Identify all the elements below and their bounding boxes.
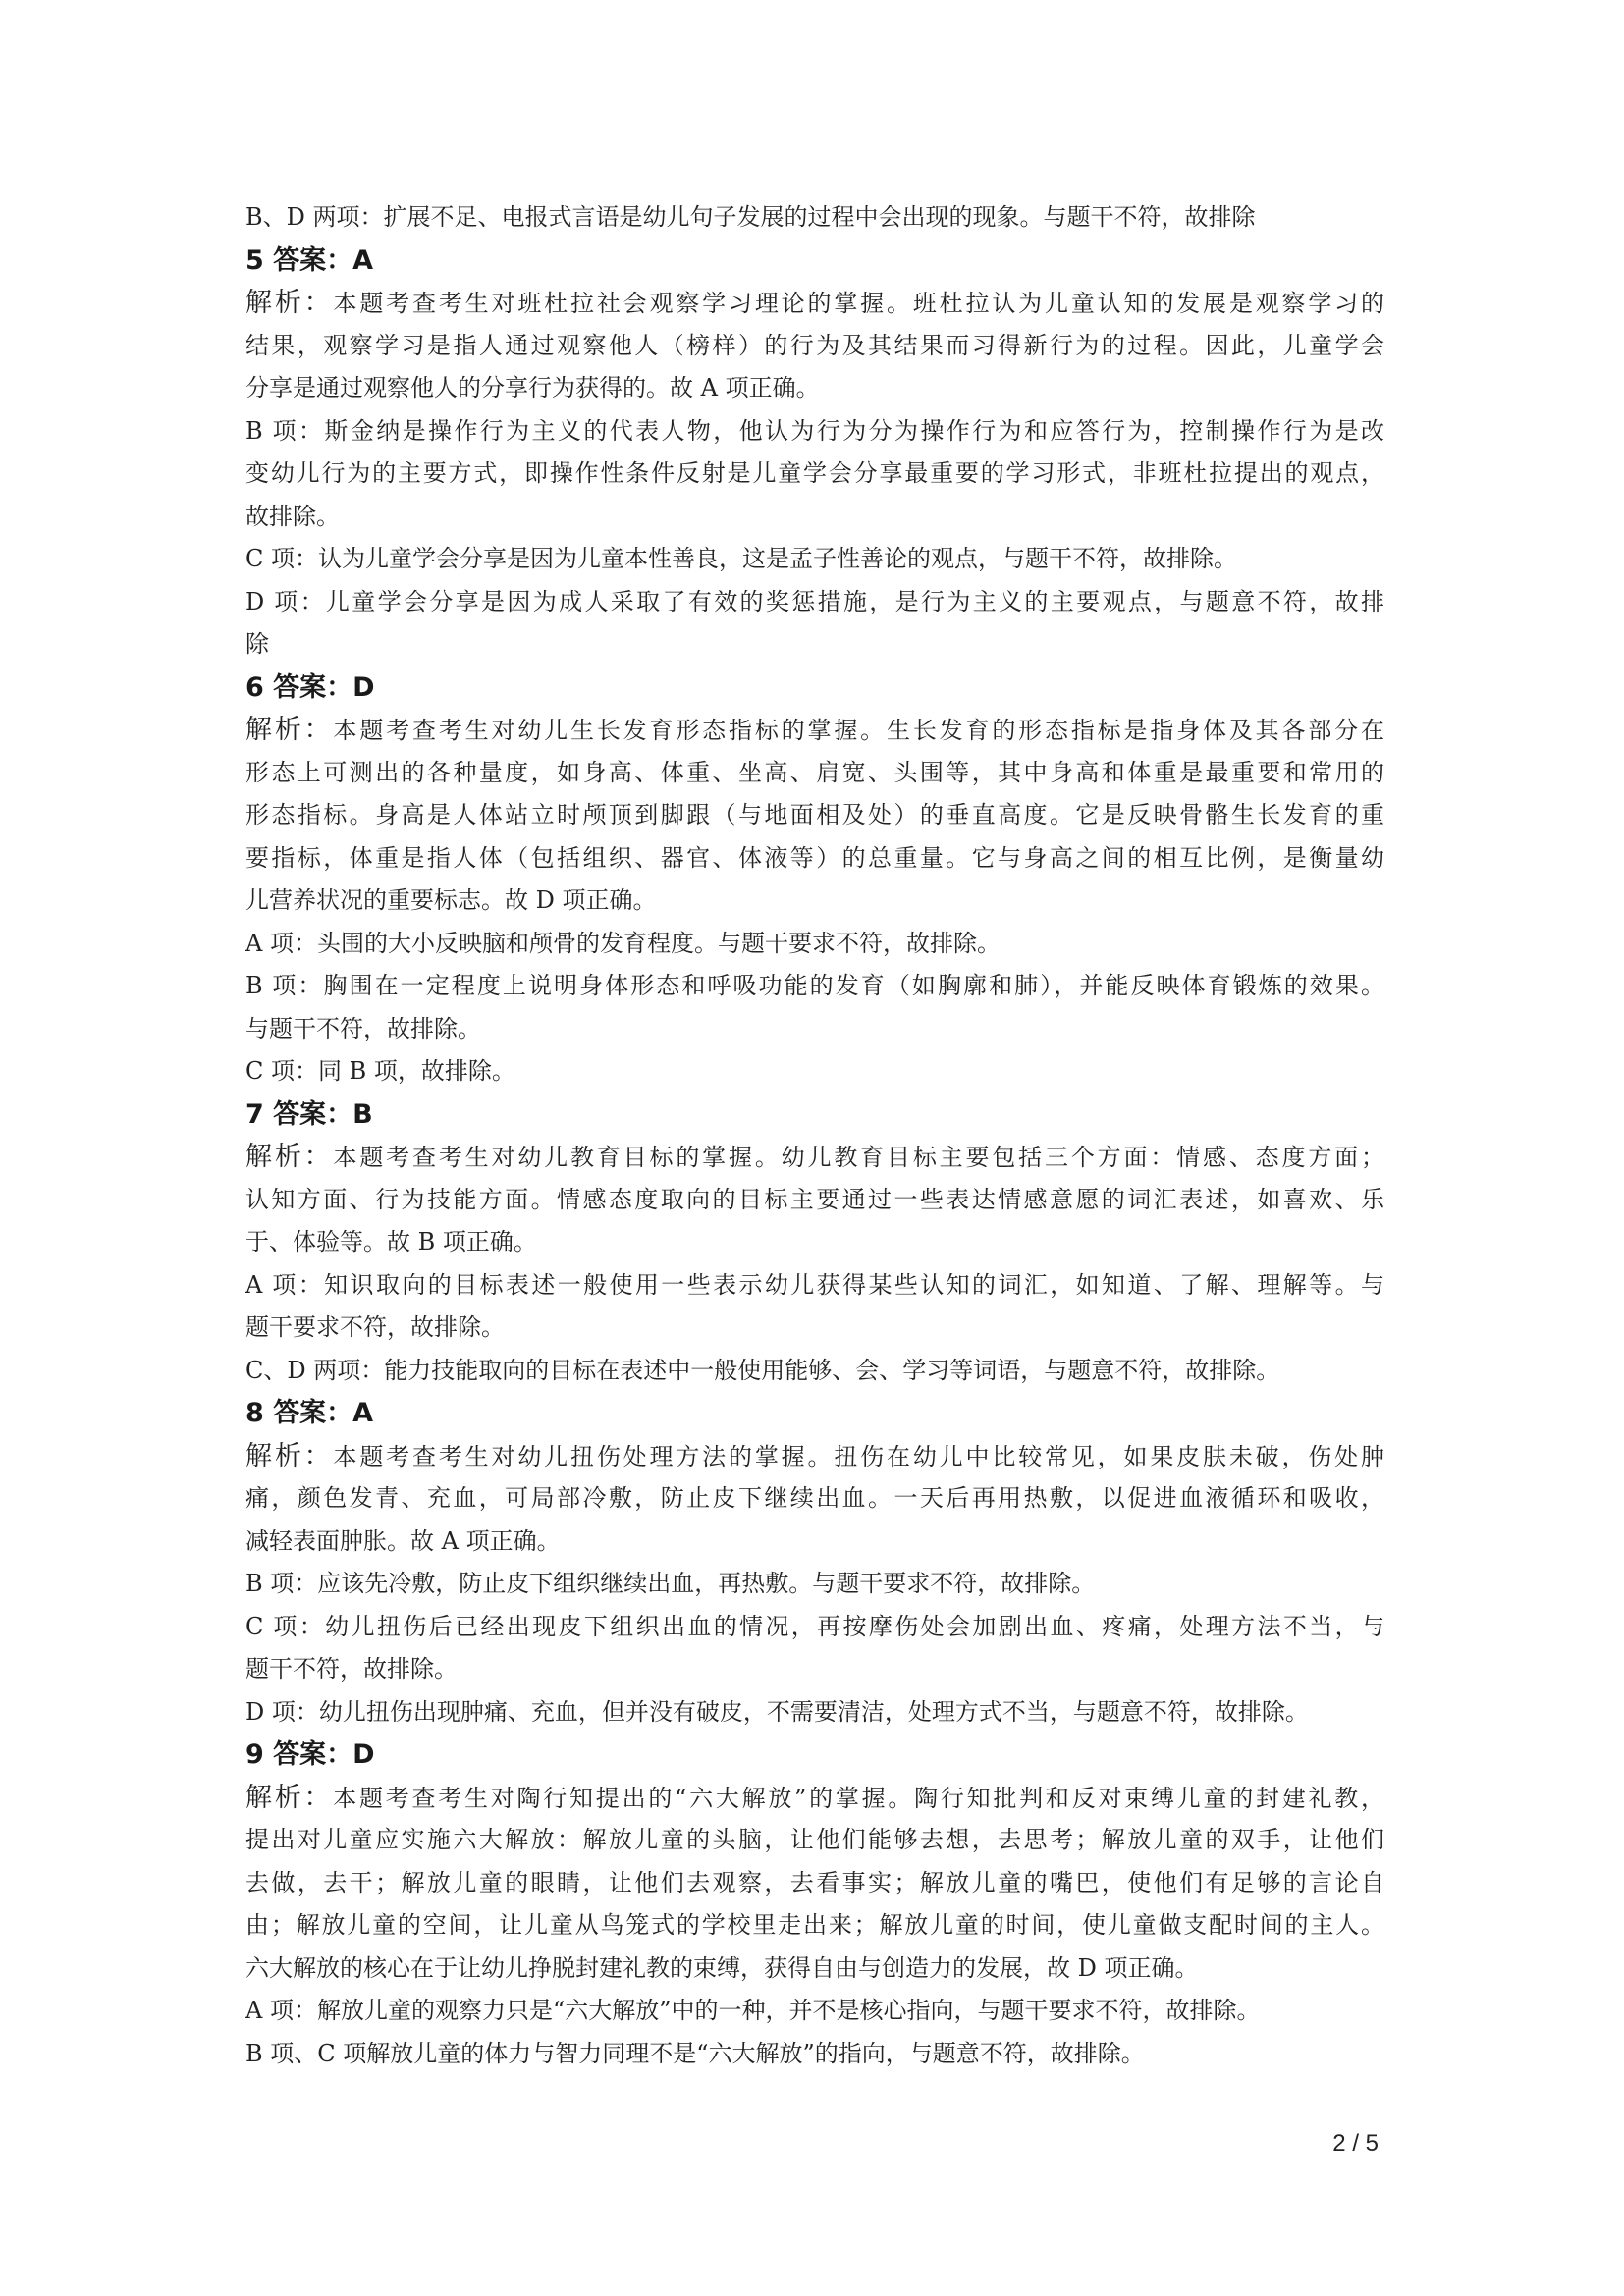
line-text: 分享是通过观察他人的分享行为获得的。故 A 项正确。 bbox=[245, 374, 820, 401]
text-line bbox=[245, 1350, 1384, 1393]
text-line bbox=[245, 1777, 1384, 1820]
text-line bbox=[245, 1136, 1384, 1179]
text-line bbox=[245, 794, 1384, 837]
text-line bbox=[245, 1008, 1384, 1051]
line-text: 痛，颜色发青、充血，可局部冷敷，防止皮下继续出血。一天后再用热敷，以促进血液循环和吸收， bbox=[245, 1484, 1384, 1512]
text-line bbox=[245, 1904, 1384, 1948]
line-text: A 项：头围的大小反映脑和颅骨的发育程度。与题干要求不符，故排除。 bbox=[245, 929, 1001, 957]
page-number: 2 / 5 bbox=[1332, 2130, 1379, 2157]
text-line bbox=[245, 196, 1384, 240]
text-line bbox=[245, 1477, 1384, 1521]
line-text: 与题干不符，故排除。 bbox=[245, 1014, 481, 1042]
line-text: 题干不符，故排除。 bbox=[245, 1655, 458, 1682]
text-line bbox=[245, 709, 1384, 752]
text-line bbox=[245, 282, 1384, 325]
line-text: C 项：同 B 项，故排除。 bbox=[245, 1057, 515, 1085]
answer-heading: 9 答案：D bbox=[245, 1739, 375, 1770]
text-line bbox=[245, 965, 1384, 1008]
line-text: 要指标，体重是指人体（包括组织、器官、体液等）的总重量。它与身高之间的相互比例，是衡量幼 bbox=[245, 843, 1384, 872]
line-text: 儿营养状况的重要标志。故 D 项正确。 bbox=[245, 886, 657, 914]
line-text: A 项：解放儿童的观察力只是“六大解放”中的一种，并不是核心指向，与题干要求不符，故排除。 bbox=[245, 1997, 1261, 2024]
text-line bbox=[245, 367, 1384, 410]
text-line bbox=[245, 1862, 1384, 1905]
line-text: B 项：应该先冷敷，防止皮下组织继续出血，再热敷。与题干要求不符，故排除。 bbox=[245, 1570, 1096, 1597]
line-text: C、D 两项：能力技能取向的目标在表述中一般使用能够、会、学习等词语，与题意不符，故排除。 bbox=[245, 1356, 1280, 1384]
text-line bbox=[245, 1648, 1384, 1691]
analysis-label: 解析： bbox=[245, 1782, 334, 1813]
line-text: 除 bbox=[245, 630, 269, 658]
line-text: B 项：胸围在一定程度上说明身体形态和呼吸功能的发育（如胸廓和肺），并能反映体育锻炼的效果。 bbox=[245, 972, 1384, 999]
document-body bbox=[245, 196, 1384, 2075]
text-line bbox=[245, 623, 1384, 667]
text-line bbox=[245, 1948, 1384, 1991]
text-line bbox=[245, 1990, 1384, 2033]
text-line bbox=[245, 410, 1384, 454]
line-text: 本题考查考生对幼儿生长发育形态指标的掌握。生长发育的形态指标是指身体及其各部分在 bbox=[333, 717, 1384, 744]
line-text: 提出对儿童应实施六大解放：解放儿童的头脑，让他们能够去想，去思考；解放儿童的双手，让他们 bbox=[245, 1826, 1384, 1853]
analysis-label: 解析： bbox=[245, 715, 334, 745]
line-text: 去做，去干；解放儿童的眼睛，让他们去观察，去看事实；解放儿童的嘴巴，使他们有足够的言论自 bbox=[245, 1868, 1384, 1896]
answer-heading: 6 答案：D bbox=[245, 671, 375, 703]
line-text: 本题考查考生对班杜拉社会观察学习理论的掌握。班杜拉认为儿童认知的发展是观察学习的 bbox=[333, 290, 1384, 317]
line-text: B 项：斯金纳是操作行为主义的代表人物，他认为行为分为操作行为和应答行为，控制操作行为是改 bbox=[245, 416, 1384, 445]
text-line bbox=[245, 880, 1384, 923]
text-line bbox=[245, 581, 1384, 624]
text-line bbox=[245, 1521, 1384, 1564]
line-text: 形态上可测出的各种量度，如身高、体重、坐高、肩宽、头围等，其中身高和体重是最重要和常用的 bbox=[245, 758, 1384, 786]
text-line bbox=[245, 2033, 1384, 2076]
answer-heading: 7 答案：B bbox=[245, 1098, 373, 1130]
line-text: 由；解放儿童的空间，让儿童从鸟笼式的学校里走出来；解放儿童的时间，使儿童做支配时间的主人。 bbox=[245, 1911, 1384, 1939]
line-text: 认知方面、行为技能方面。情感态度取向的目标主要通过一些表达情感意愿的词汇表述，如喜欢、乐 bbox=[245, 1185, 1384, 1213]
analysis-label: 解析： bbox=[245, 288, 334, 318]
line-text: 本题考查考生对陶行知提出的“六大解放”的掌握。陶行知批判和反对束缚儿童的封建礼教， bbox=[333, 1784, 1384, 1812]
text-line bbox=[245, 325, 1384, 368]
line-text: 减轻表面肿胀。故 A 项正确。 bbox=[245, 1526, 561, 1555]
line-text: 六大解放的核心在于让幼儿挣脱封建礼教的束缚，获得自由与创造力的发展，故 D 项正确。 bbox=[245, 1953, 1199, 1982]
line-text: C 项：幼儿扭伤后已经出现皮下组织出血的情况，再按摩伤处会加剧出血、疼痛，处理方法不当，与 bbox=[245, 1612, 1384, 1640]
line-text: 于、体验等。故 B 项正确。 bbox=[245, 1228, 537, 1255]
answer-heading: 8 答案：A bbox=[245, 1398, 374, 1428]
text-line bbox=[245, 453, 1384, 496]
text-line bbox=[245, 1307, 1384, 1350]
text-line bbox=[245, 752, 1384, 795]
text-line bbox=[245, 538, 1384, 581]
line-text: 本题考查考生对幼儿教育目标的掌握。幼儿教育目标主要包括三个方面：情感、态度方面； bbox=[333, 1144, 1384, 1171]
text-line bbox=[245, 1179, 1384, 1222]
analysis-label: 解析： bbox=[245, 1142, 334, 1172]
text-line bbox=[245, 1606, 1384, 1649]
line-text: 本题考查考生对幼儿扭伤处理方法的掌握。扭伤在幼儿中比较常见，如果皮肤未破，伤处肿 bbox=[333, 1442, 1384, 1470]
line-text: C 项：认为儿童学会分享是因为儿童本性善良，这是孟子性善论的观点，与题干不符，故排除。 bbox=[245, 545, 1237, 572]
line-text: D 项：儿童学会分享是因为成人采取了有效的奖惩措施，是行为主义的主要观点，与题意不符，故排 bbox=[245, 587, 1384, 615]
text-line bbox=[245, 923, 1384, 966]
text-line bbox=[245, 1435, 1384, 1478]
line-text: B、D 两项：扩展不足、电报式言语是幼儿句子发展的过程中会出现的现象。与题干不符，故排除 bbox=[245, 203, 1256, 231]
line-text: D 项：幼儿扭伤出现肿痛、充血，但并没有破皮，不需要清洁，处理方式不当，与题意不符，故排除。 bbox=[245, 1697, 1309, 1726]
line-text: B 项、C 项解放儿童的体力与智力同理不是“六大解放”的指向，与题意不符，故排除。 bbox=[245, 2039, 1145, 2067]
line-text: A 项：知识取向的目标表述一般使用一些表示幼儿获得某些认知的词汇，如知道、了解、理解等。与 bbox=[245, 1270, 1384, 1299]
line-text: 结果，观察学习是指人通过观察他人（榜样）的行为及其结果而习得新行为的过程。因此，儿童学会 bbox=[245, 331, 1384, 359]
line-text: 题干要求不符，故排除。 bbox=[245, 1313, 505, 1341]
text-line bbox=[245, 1563, 1384, 1606]
text-line bbox=[245, 1221, 1384, 1264]
analysis-label: 解析： bbox=[245, 1440, 334, 1471]
answer-heading: 5 答案：A bbox=[245, 244, 374, 276]
text-line bbox=[245, 1819, 1384, 1862]
text-line bbox=[245, 496, 1384, 539]
line-text: 变幼儿行为的主要方式，即操作性条件反射是儿童学会分享最重要的学习形式，非班杜拉提出的观点， bbox=[245, 459, 1384, 487]
text-line bbox=[245, 1264, 1384, 1308]
line-text: 形态指标。身高是人体站立时颅顶到脚跟（与地面相及处）的垂直高度。它是反映骨骼生长发育的重 bbox=[245, 801, 1384, 828]
text-line bbox=[245, 1691, 1384, 1735]
text-line bbox=[245, 837, 1384, 881]
line-text: 故排除。 bbox=[245, 502, 340, 530]
text-line bbox=[245, 1050, 1384, 1094]
